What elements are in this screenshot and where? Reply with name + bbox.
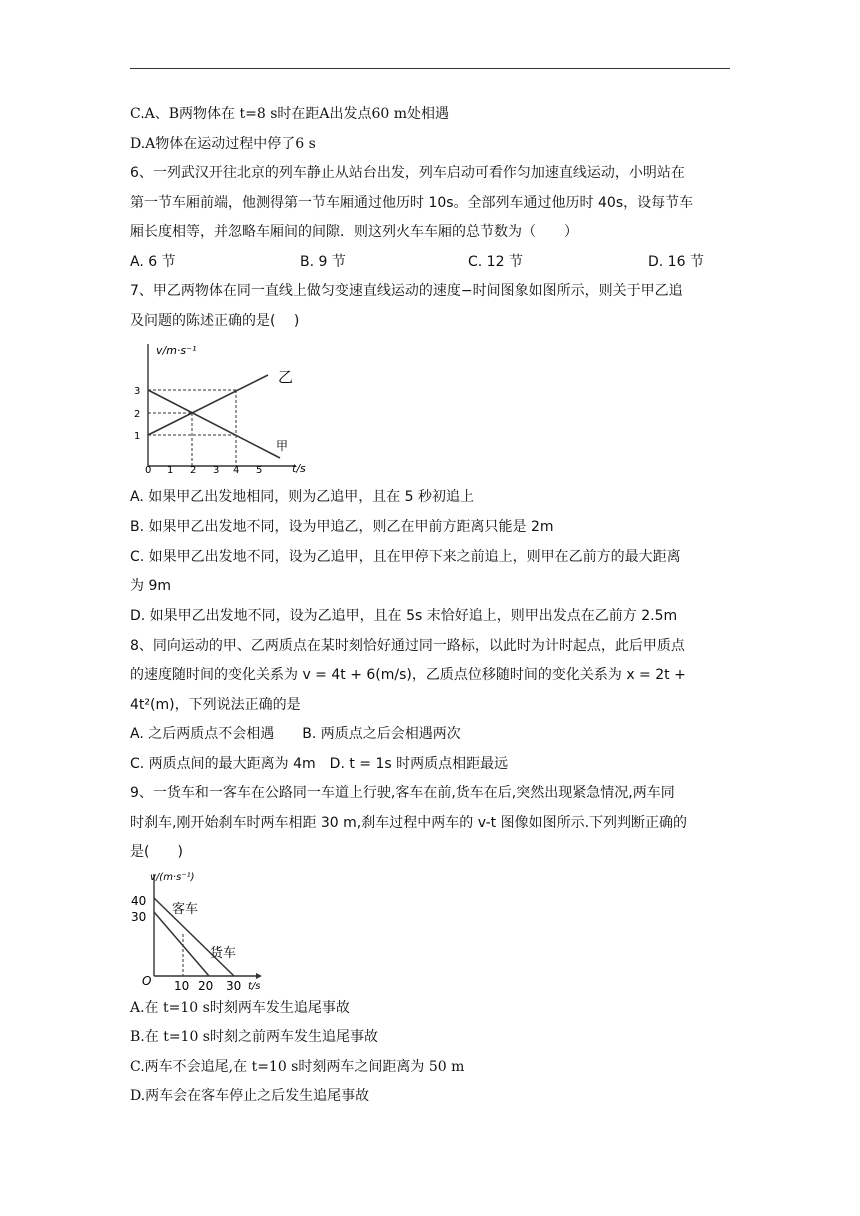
q7-option-c-cont: 为 9m [130,578,171,594]
q9-ylabel: v/(m·s⁻¹) [150,872,195,883]
q9-stem-line-2: 时刹车,刚开始刹车时两车相距 30 m,刹车过程中两车的 v-t 图像如图所示.下列判断正确的 [130,815,688,831]
q9-stem-line-1: 9、一货车和一客车在公路同一车道上行驶,客车在前,货车在后,突然出现紧急情况,两车同 [130,785,675,801]
q9-stem-line-3: 是( ) [130,844,183,860]
q8-options-row-1[interactable]: A. 之后两质点不会相遇 B. 两质点之后会相遇两次 [130,726,461,742]
q7-stem-line-1: 7、甲乙两物体在同一直线上做匀变速直线运动的速度−时间图象如图所示，则关于甲乙追 [130,283,683,299]
q9-label-huoche: 货车 [210,946,237,961]
q7-tick-x-5: 5 [256,465,263,476]
q8-stem-line-1: 8、同向运动的甲、乙两质点在某时刻恰好通过同一路标，以此时为计时起点，此后甲质点 [130,638,685,654]
q7-option-a[interactable]: A. 如果甲乙出发地相同，则为乙追甲，且在 5 秒初追上 [130,489,475,505]
q9-tick-x-30: 30 [226,979,242,993]
q6-stem-line-2: 第一节车厢前端，他测得第一节车厢通过他历时 10s。全部列车通过他历时 40s，设每节车 [130,195,694,211]
q6-option-a[interactable]: A. 6 节 [130,254,176,270]
prev-option-c: C.A、B两物体在 t=8 s时在距A出发点60 m处相遇 [130,106,450,122]
q6-option-d[interactable]: D. 16 节 [648,254,704,270]
q9-x-arrow [256,973,262,979]
q7-label-yi: 乙 [278,368,294,386]
q8-options-row-2[interactable]: C. 两质点间的最大距离为 4m D. t = 1s 时两质点相距最远 [130,756,509,772]
q9-tick-x-10: 10 [174,979,190,993]
q9-tick-y-40: 40 [131,894,147,908]
q7-option-c[interactable]: C. 如果甲乙出发地不同，设为乙追甲，且在甲停下来之前追上，则甲在乙前方的最大距离 [130,549,681,565]
q7-tick-y-2: 2 [134,409,141,420]
q9-xlabel: t/s [248,981,261,992]
q8-stem-line-2: 的速度随时间的变化关系为 v = 4t + 6(m/s)，乙质点位移随时间的变化关系为 x = 2t + [130,667,686,683]
q7-ylabel: v/m·s⁻¹ [156,344,197,357]
q7-option-d[interactable]: D. 如果甲乙出发地不同，设为乙追甲，且在 5s 末恰好追上，则甲出发点在乙前方 2.5m [130,608,678,624]
q7-stem-line-2: 及问题的陈述正确的是( ) [130,313,300,329]
q7-tick-x-0: 0 [145,465,152,476]
q7-xlabel: t/s [292,462,306,475]
q7-tick-x-1: 1 [167,465,174,476]
q7-series-yi-line [148,375,268,435]
q6-option-c[interactable]: C. 12 节 [468,254,523,270]
q6-stem-line-1: 6、一列武汉开往北京的列车静止从站台出发，列车启动可看作匀加速直线运动，小明站在 [130,165,685,181]
q7-tick-x-3: 3 [213,465,220,476]
q7-vt-graph [128,338,328,478]
q9-tick-x-20: 20 [198,979,214,993]
q9-option-a[interactable]: A.在 t=10 s时刻两车发生追尾事故 [130,1000,350,1016]
q7-label-jia: 甲 [276,439,289,453]
q9-vt-graph [128,868,268,994]
q8-stem-line-3: 4t²(m)，下列说法正确的是 [130,697,301,713]
q6-stem-line-3: 厢长度相等，并忽略车厢间的间隙．则这列火车车厢的总节数为（ ） [130,224,578,240]
q7-tick-x-4: 4 [233,465,240,476]
q9-label-keche: 客车 [172,902,199,917]
q9-option-b[interactable]: B.在 t=10 s时刻之前两车发生追尾事故 [130,1029,378,1045]
q9-origin: O [142,974,152,988]
q9-tick-y-30: 30 [131,910,147,924]
q9-option-c[interactable]: C.两车不会追尾,在 t=10 s时刻两车之间距离为 50 m [130,1059,465,1075]
q7-tick-y-1: 1 [134,431,141,442]
header-rule [130,68,730,69]
q7-series-jia-line [148,390,280,458]
q7-tick-x-2: 2 [190,465,197,476]
q7-tick-y-3: 3 [134,386,141,397]
q6-option-b[interactable]: B. 9 节 [300,254,346,270]
q7-option-b[interactable]: B. 如果甲乙出发地不同，设为甲追乙，则乙在甲前方距离只能是 2m [130,519,554,535]
prev-option-d: D.A物体在运动过程中停了6 s [130,136,316,152]
q9-option-d[interactable]: D.两车会在客车停止之后发生追尾事故 [130,1088,370,1104]
